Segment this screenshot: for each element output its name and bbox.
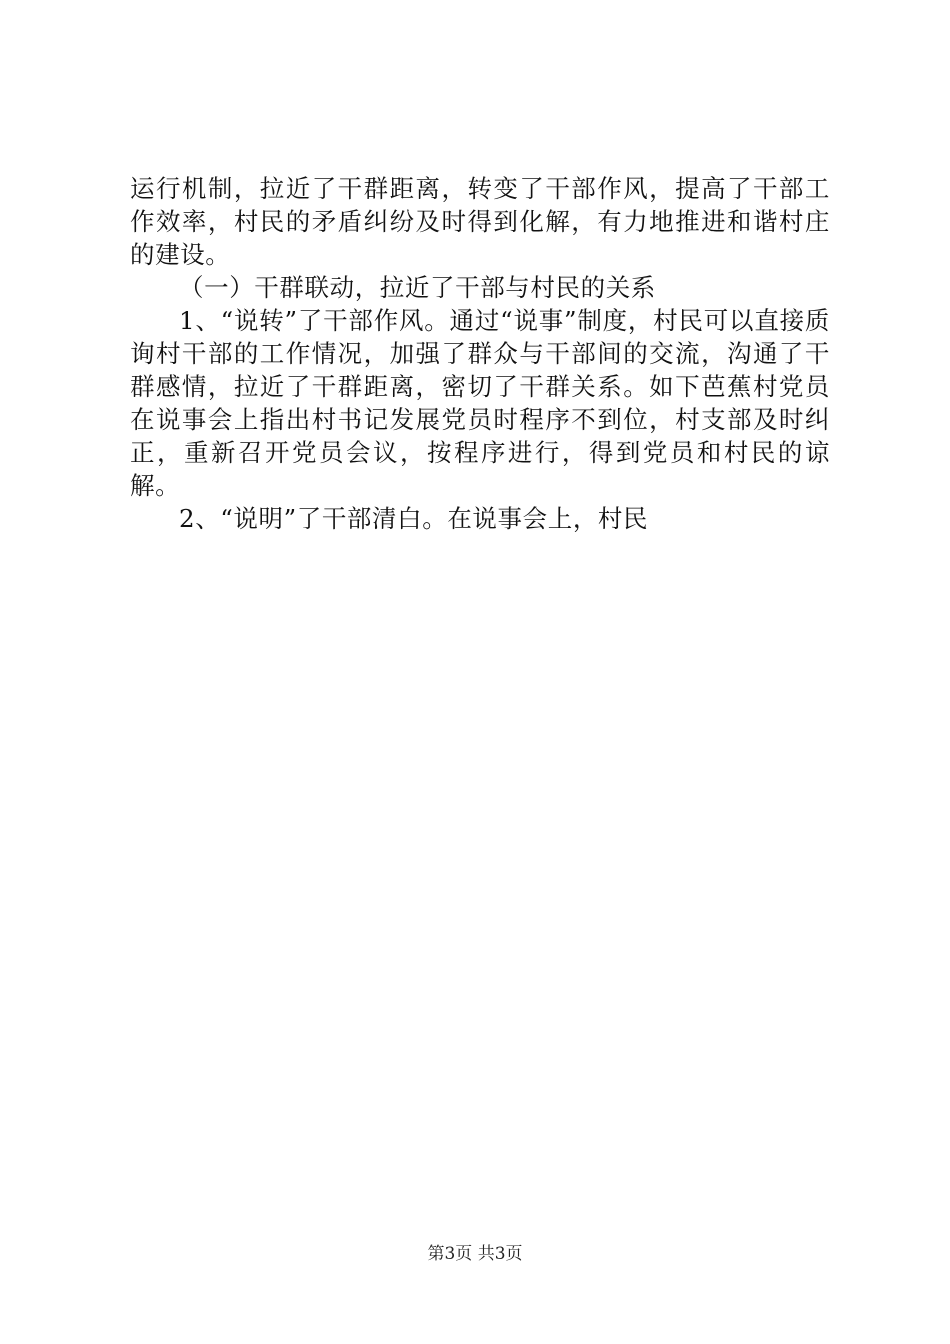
page-number-footer: 第3页 共3页	[427, 1244, 523, 1264]
paragraph-continued: 运行机制，拉近了干群距离，转变了干部作风，提高了干部工作效率，村民的矛盾纠纷及时得到化解，有力地推进和谐村庄的建设。	[130, 174, 830, 269]
paragraph-item-2: 2、“说明”了干部清白。在说事会上，村民	[179, 504, 649, 533]
document-body	[130, 172, 830, 535]
section-heading: （一）干群联动，拉近了干部与村民的关系	[179, 273, 656, 302]
paragraph-item-1: 1、“说转”了干部作风。通过“说事”制度，村民可以直接质询村干部的工作情况，加强了群众与干部间的交流，沟通了干群感情，拉近了干群距离，密切了干群关系。如下芭蕉村党员在说事会上指出村书记发展党员时程序不到位，村支部及时纠正，重新召开党员会议，按程序进行，得到党员和村民的谅解。	[130, 306, 830, 500]
